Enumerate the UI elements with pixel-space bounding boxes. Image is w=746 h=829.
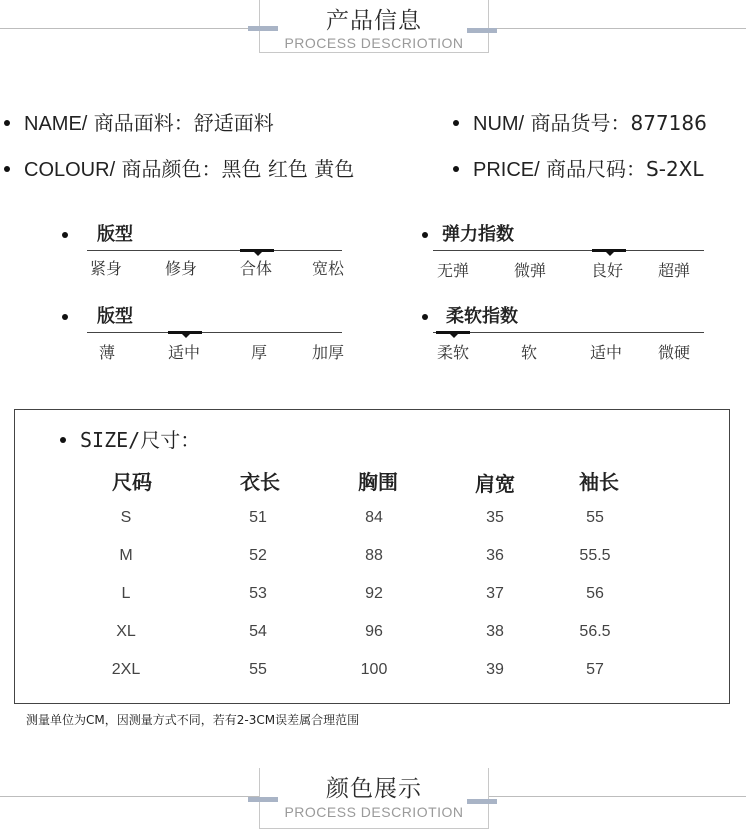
- cell-size: L: [121, 585, 131, 602]
- cell-bust: 96: [365, 623, 383, 640]
- bullet-icon: [453, 166, 459, 172]
- info-name-value: 舒适面料: [193, 111, 274, 135]
- cell-sleeve: 55.5: [579, 547, 611, 564]
- scale-title: 弹力指数: [442, 224, 514, 245]
- scale-title: 版型: [97, 224, 133, 245]
- cell-bust: 92: [365, 585, 383, 602]
- cell-sleeve: 55: [586, 509, 604, 526]
- bullet-icon: [453, 120, 459, 126]
- scale-option: 薄: [99, 343, 116, 362]
- section-subtitle: PROCESS DESCRIOTION: [284, 35, 464, 51]
- cell-shoulder: 38: [486, 623, 504, 640]
- cell-bust: 88: [365, 547, 383, 564]
- cell-size: XL: [116, 623, 136, 640]
- info-price-label: 商品尺码：: [539, 157, 647, 181]
- info-price: [453, 153, 704, 182]
- cell-length: 53: [249, 585, 267, 602]
- cell-shoulder: 37: [486, 585, 504, 602]
- info-colour-en: COLOUR/: [24, 159, 116, 181]
- scale-option: 微硬: [658, 343, 691, 362]
- section-title: 产品信息: [326, 8, 422, 34]
- info-num-label: 商品货号：: [524, 111, 631, 135]
- bullet-icon: [4, 166, 10, 172]
- bullet-icon: [60, 437, 66, 443]
- cell-size: M: [119, 547, 133, 564]
- scale-line: [87, 332, 342, 333]
- bullet-icon: [422, 314, 428, 320]
- scale-option-selected: 合体: [240, 259, 273, 278]
- scale-line: [433, 332, 704, 333]
- info-name: [4, 107, 274, 136]
- measurement-note: 测量单位为CM，因测量方式不同，若有2-3CM误差属合理范围: [26, 713, 360, 727]
- scale-marker-icon: [436, 331, 470, 334]
- header-size: 尺码: [112, 470, 152, 494]
- header-sleeve: 袖长: [579, 470, 619, 494]
- cell-sleeve: 56.5: [579, 623, 611, 640]
- cell-sleeve: 56: [586, 585, 604, 602]
- scale-option: 无弹: [437, 261, 470, 280]
- size-title-text: SIZE/尺寸：: [80, 428, 201, 452]
- header-shoulder: 肩宽: [475, 472, 515, 496]
- scale-option: 修身: [165, 259, 198, 278]
- header-length: 衣长: [240, 470, 280, 494]
- info-colour-label: 商品颜色：: [115, 157, 222, 181]
- scale-title: 版型: [97, 306, 133, 327]
- info-num-en: NUM/: [473, 113, 525, 135]
- scale-option-selected: 柔软: [437, 343, 470, 362]
- scale-marker-icon: [168, 331, 202, 334]
- info-colour-value: 黑色 红色 黄色: [221, 157, 355, 181]
- scale-line: [87, 250, 342, 251]
- cell-length: 55: [249, 661, 267, 678]
- section-title: 颜色展示: [326, 776, 422, 802]
- scale-option: 软: [521, 343, 538, 362]
- cell-length: 54: [249, 623, 267, 640]
- section-header-color-display: [0, 768, 746, 820]
- info-price-en: PRICE/: [473, 159, 540, 181]
- header-bust: 胸围: [358, 470, 398, 494]
- scale-option: 紧身: [90, 259, 123, 278]
- info-name-en: NAME/: [24, 113, 88, 135]
- scale-option-selected: 良好: [591, 261, 624, 280]
- scale-line: [433, 250, 704, 251]
- info-name-label: 商品面料：: [87, 111, 194, 135]
- section-header-product-info: [0, 0, 746, 60]
- scale-marker-icon: [240, 249, 274, 252]
- info-num: [453, 107, 707, 136]
- cell-length: 51: [249, 509, 267, 526]
- bullet-icon: [62, 314, 68, 320]
- scale-option: 微弹: [514, 261, 547, 280]
- cell-size: S: [120, 509, 132, 526]
- scale-option: 超弹: [658, 261, 691, 280]
- cell-bust: 84: [365, 509, 383, 526]
- cell-shoulder: 35: [486, 509, 504, 526]
- cell-shoulder: 36: [486, 547, 504, 564]
- cell-bust: 100: [360, 661, 388, 678]
- scale-marker-icon: [592, 249, 626, 252]
- size-table-title: [60, 424, 200, 453]
- bullet-icon: [422, 232, 428, 238]
- scale-option: 适中: [590, 343, 623, 362]
- scale-option: 加厚: [312, 343, 345, 362]
- info-num-value: 877186: [630, 111, 707, 135]
- bullet-icon: [62, 232, 68, 238]
- info-price-value: S-2XL: [646, 157, 704, 181]
- section-subtitle: PROCESS DESCRIOTION: [284, 804, 464, 820]
- scale-option: 厚: [251, 343, 268, 362]
- info-colour: [4, 153, 354, 182]
- cell-length: 52: [249, 547, 267, 564]
- scale-option-selected: 适中: [168, 343, 201, 362]
- bullet-icon: [4, 120, 10, 126]
- cell-sleeve: 57: [586, 661, 604, 678]
- cell-shoulder: 39: [486, 661, 504, 678]
- scale-option: 宽松: [312, 259, 345, 278]
- scale-title: 柔软指数: [446, 306, 518, 327]
- cell-size: 2XL: [111, 661, 141, 678]
